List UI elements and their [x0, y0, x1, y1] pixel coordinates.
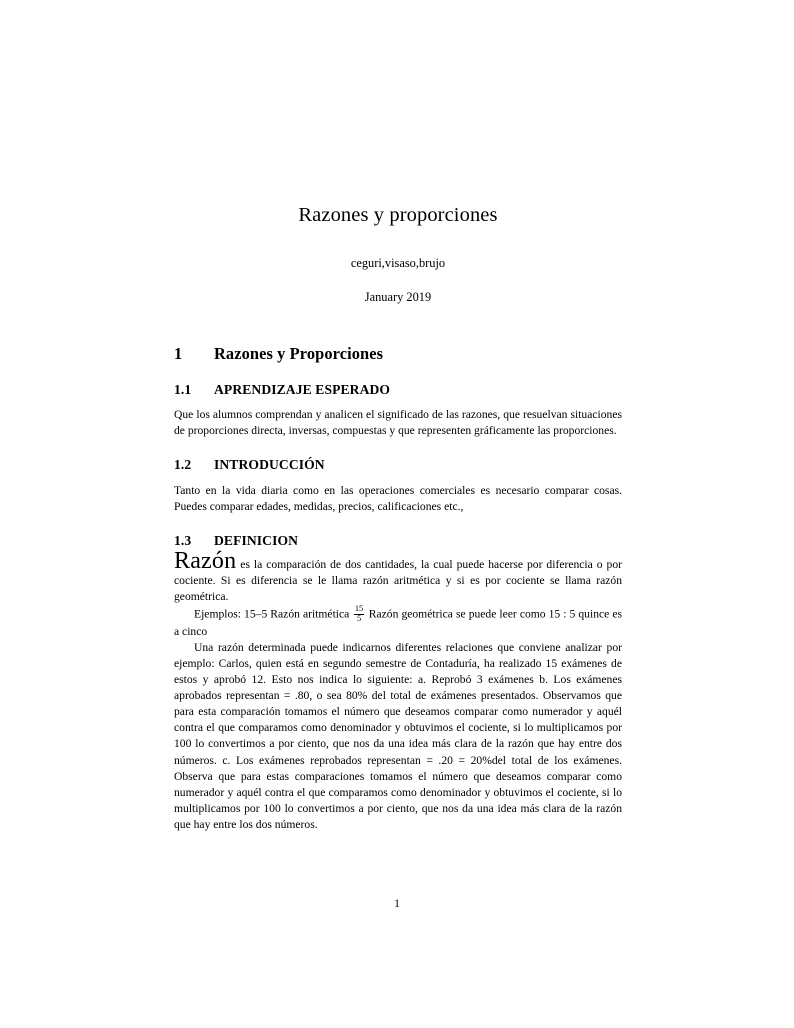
title-block: [174, 203, 622, 304]
subsection-heading-1-1: [174, 364, 622, 398]
page-title: Razones y proporciones: [298, 204, 498, 226]
page-content: [174, 0, 622, 833]
subsection-heading-1-2: [174, 439, 622, 473]
fraction-fifteen-fifths: [354, 605, 364, 624]
section-title-1: Razones y Proporciones: [214, 344, 384, 364]
paragraph-definition-lead: [174, 549, 622, 605]
fraction-numerator: 15: [354, 604, 364, 614]
subsection-number-1-3: 1.3: [174, 532, 192, 548]
fraction-denominator: 5: [354, 614, 364, 624]
subsection-title-1-1: APRENDIZAJE ESPERADO: [214, 382, 391, 398]
examples-text-before-fraction: Ejemplos: 15–5 Razón aritmética: [194, 607, 350, 621]
document-authors: ceguri,visaso,brujo: [350, 255, 446, 270]
subsection-title-1-3: DEFINICION: [214, 532, 299, 548]
paragraph-analysis: [174, 640, 622, 833]
subsection-number-1-1: 1.1: [174, 382, 192, 398]
paragraph-1-2: Tanto en la vida diaria como en las operaciones comerciales es necesario comparar cosas. Puedes comparar edades, medidas, precios, calificaciones etc.,: [174, 483, 622, 513]
analysis-text: Una razón determinada puede indicarnos diferentes relaciones que conviene analizar por ejemplo: Carlos, quien está en segundo semestre de Contaduría, ha realizado 15 exámenes de estos y aprobó 12. Esto nos indica lo siguiente: a. Reprobó 3 exámenes b. Los exámenes aprobados representan = .80, o sea 80% del total de exámenes presentados. Observamos que para esta comparación tomamos el número que deseamos comparar como numerador y aquél contra el que comparamos como denominador y obtuvimos el cociente, si lo multiplicamos por 100 lo convertimos a por ciento, que nos da una idea más clara de la razón que hay entre dos números. c. Los exámenes reprobados representan = .20 = 20%del total de los exámenes. Observa que para estas comparaciones tomamos el número que deseamos comparar como numerador y aquél contra el que comparamos como denominador y obtuvimos el cociente, si lo multiplicamos por 100 lo convertimos a por ciento, que nos da una idea más clara de la razón que hay entre los dos números.: [174, 641, 622, 831]
definition-lead-rest: es la comparación de dos cantidades, la cual puede hacerse por diferencia o por cociente. Si es diferencia se le llama razón aritmética y si es por cociente se llama razón geométrica.: [174, 558, 622, 604]
subsection-title-1-2: INTRODUCCIÓN: [214, 457, 325, 473]
paragraph-examples: [174, 605, 622, 640]
definition-lead-word: Razón: [174, 548, 237, 575]
page-number-footer: 1: [394, 897, 400, 910]
section-number-1: 1: [174, 344, 183, 364]
subsection-number-1-2: 1.2: [174, 457, 192, 473]
paragraph-1-1: Que los alumnos comprendan y analicen el significado de las razones, que resuelvan situaciones de proporciones directa, inversas, compuestas y que representen gráficamente las proporciones.: [174, 408, 622, 438]
document-date: January 2019: [364, 289, 432, 304]
subsection-heading-1-3: [174, 515, 622, 549]
examples-text-after-fraction: Razón geométrica se puede leer como 15 : 5 quince es a cinco: [174, 607, 622, 639]
section-heading-1: [174, 304, 622, 364]
